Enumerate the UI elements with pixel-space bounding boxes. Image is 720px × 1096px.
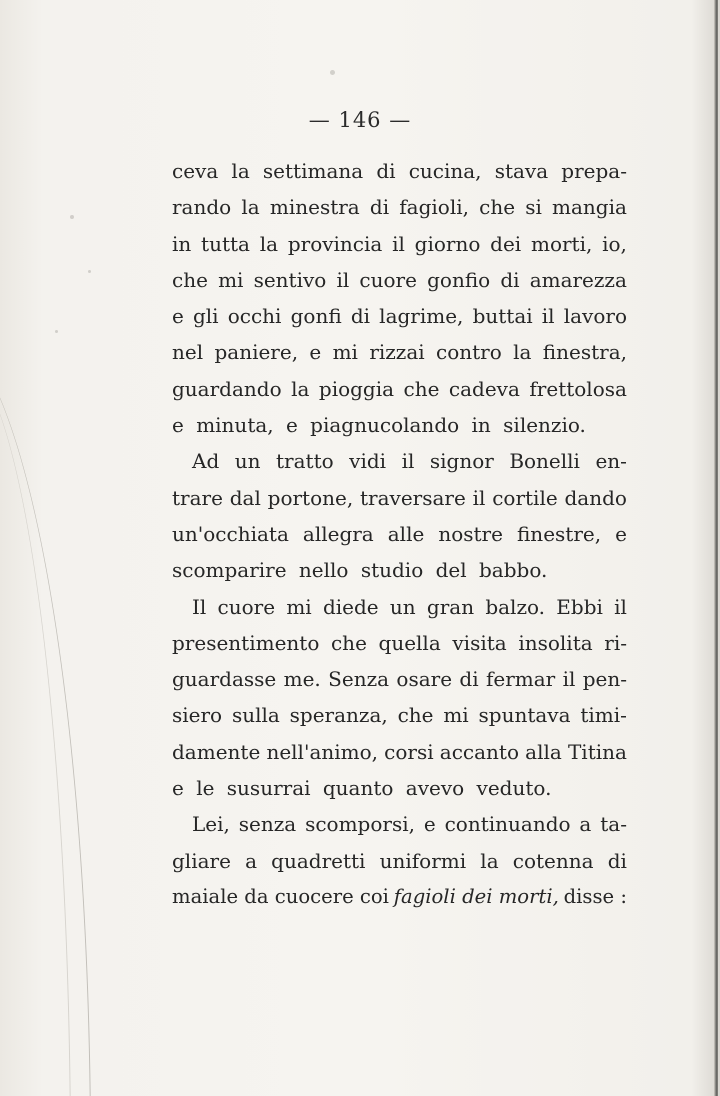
page-right-edge [714,0,718,1096]
word: e [309,340,322,365]
text-line-4 [172,262,627,298]
word: fagioli, [399,195,469,220]
word: mi [332,340,358,365]
text-line-2 [172,189,627,225]
word: paniere, [214,340,299,365]
word: scomporsi, [305,812,415,837]
word: di [500,267,520,292]
word: che [403,376,440,401]
word: Bonelli [509,449,580,474]
word: occhi [227,304,282,329]
word: gliare [172,848,231,873]
word: contro [436,340,502,365]
text-line-5 [172,298,627,334]
word: damente [172,739,261,764]
word: di [607,848,627,873]
word: presentimento [172,630,320,655]
word: cuore [359,267,417,292]
word: Il [192,594,207,619]
word: di [376,159,396,183]
word: finestre, [516,521,602,546]
word: giorno [414,231,481,256]
word: io, [602,231,627,256]
word: che [172,267,208,292]
word: Lei, [192,812,230,837]
word: vidi [349,449,387,474]
word: la [259,231,279,256]
word: settimana [262,159,364,183]
word: spuntava [478,703,571,728]
word: traversare [360,485,466,510]
word: si [525,195,542,220]
word: insolita [518,630,593,655]
word: alle [387,521,425,546]
text-line-20 [172,843,627,879]
text-line-6 [172,334,627,370]
word: il [336,267,350,292]
word: cucina, [408,159,482,183]
word: ceva [172,159,219,183]
word: visita [452,630,507,655]
word: fermar [485,667,556,692]
word: me. [283,667,321,692]
word: siero [172,703,223,728]
word: lagrime, [379,304,464,329]
word: gonfio [427,267,491,292]
word: prepa- [561,159,627,183]
word: la [291,376,310,401]
word: e [172,304,184,329]
word: che [479,195,516,220]
word: e [423,812,436,837]
text-line-3 [172,226,627,262]
word: osare [396,667,453,692]
word: nel [172,340,204,365]
word: allegra [302,521,374,546]
word: il [401,449,415,474]
text-line-18 [172,770,627,806]
italic-phrase: fagioli dei morti, [393,884,559,908]
word: la [231,159,250,183]
word: gli [192,304,219,329]
word: il [614,594,627,619]
line-text-before: maiale da cuocere coi [172,884,389,908]
word: amarezza [529,267,627,292]
paper-speck [55,330,58,333]
word: la [241,195,260,220]
text-line-17 [172,734,627,770]
text-line-14 [172,625,627,661]
word: buttai [472,304,533,329]
word: il [562,667,576,692]
word: diede [322,594,379,619]
word: mi [218,267,244,292]
word: a [245,848,258,873]
word: che [330,630,367,655]
text-line-19 [172,806,627,842]
text-line-10 [172,480,627,516]
word: cotenna [512,848,594,873]
word: stava [494,159,549,183]
paper-speck [88,270,91,273]
word: cortile [492,485,558,510]
text-line-8 [172,407,627,443]
word: rizzai [369,340,425,365]
word: ta- [600,812,627,837]
word: portone, [267,485,354,510]
word: Ebbi [556,594,603,619]
word: di [350,304,371,329]
word: nell'animo, [266,739,379,764]
word: trare [172,485,223,510]
word: pioggia [318,376,395,401]
word: un [234,449,261,474]
word: Titina [567,739,627,764]
word: continuando [444,812,571,837]
text-line-1 [172,153,627,189]
text-line-11 [172,516,627,552]
word: il [541,304,555,329]
word: tratto [276,449,334,474]
word: en- [595,449,627,474]
word: Ad [192,449,220,474]
word: nostre [438,521,503,546]
word: rando [172,195,232,220]
word: in [172,231,192,256]
word: uniformi [379,848,467,873]
word: la [513,340,532,365]
text-line-15 [172,661,627,697]
word: mi [286,594,312,619]
word: dando [564,485,627,510]
word: minestra [269,195,360,220]
word: il [472,485,486,510]
word: quella [378,630,441,655]
word: a [579,812,592,837]
text-line-21 [172,879,627,915]
word: Senza [328,667,390,692]
word: che [397,703,434,728]
text-line-7 [172,371,627,407]
word: mi [443,703,469,728]
word: e [615,521,627,546]
word: alla [525,739,562,764]
body-text [172,153,627,915]
word: speranza, [289,703,388,728]
paper-speck [70,215,74,219]
line-text: scomparire nello studio del babbo. [172,558,548,583]
word: pen- [582,667,627,692]
word: frettolosa [529,376,627,401]
word: guardasse [172,667,277,692]
text-line-16 [172,697,627,733]
text-line-12 [172,552,627,588]
word: un'occhiata [172,521,289,546]
line-text: e le susurrai quanto avevo veduto. [172,776,552,801]
word: di [369,195,390,220]
word: quadretti [271,848,366,873]
word: la [480,848,499,873]
word: ri- [604,630,627,655]
word: cuore [217,594,276,619]
text-line-13 [172,589,627,625]
word: finestra, [542,340,627,365]
paper-speck [330,70,335,75]
word: morti, [530,231,593,256]
word: il [392,231,405,256]
word: sentivo [253,267,327,292]
word: senza [238,812,297,837]
line-text: e minuta, e piagnucolando in silenzio. [172,413,586,438]
word: un [389,594,416,619]
line-text-after: disse : [563,884,627,908]
word: accanto [439,739,520,764]
word: sulla [231,703,280,728]
word: provincia [287,231,383,256]
word: lavoro [563,304,627,329]
text-line-9 [172,443,627,479]
word: signor [429,449,494,474]
word: cadeva [448,376,520,401]
word: mangia [552,195,627,220]
word: gran [426,594,475,619]
page-number: — 146 — [308,108,412,132]
word: dei [490,231,522,256]
word: dal [229,485,261,510]
word: guardando [172,376,282,401]
word: gonfi [290,304,342,329]
word: balzo. [485,594,546,619]
word: di [459,667,479,692]
word: corsi [384,739,434,764]
word: timi- [580,703,627,728]
word: tutta [201,231,250,256]
